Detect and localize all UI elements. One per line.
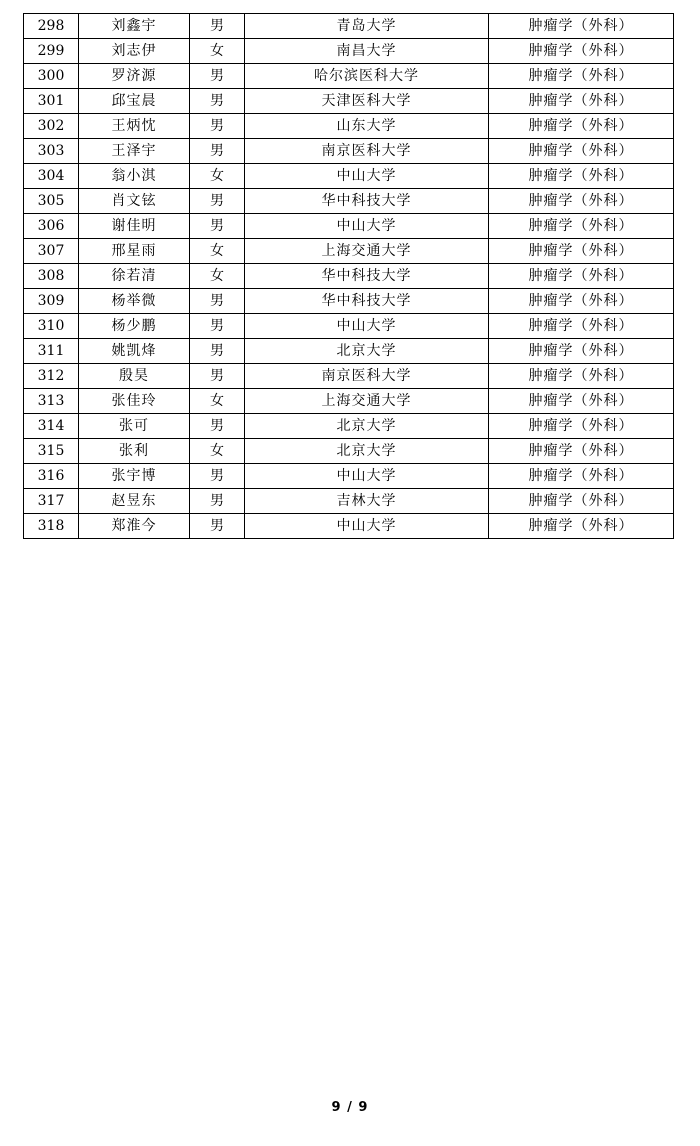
row-number: 301	[24, 89, 79, 114]
student-school: 北京大学	[245, 339, 489, 364]
student-name: 谢佳明	[79, 214, 190, 239]
row-number: 311	[24, 339, 79, 364]
student-gender: 女	[190, 264, 245, 289]
student-gender: 男	[190, 189, 245, 214]
student-major: 肿瘤学（外科）	[489, 164, 674, 189]
student-name: 杨少鹏	[79, 314, 190, 339]
student-name: 杨举微	[79, 289, 190, 314]
student-gender: 男	[190, 214, 245, 239]
student-school: 中山大学	[245, 464, 489, 489]
student-name: 邢星雨	[79, 239, 190, 264]
student-major: 肿瘤学（外科）	[489, 114, 674, 139]
student-name: 张利	[79, 439, 190, 464]
student-school: 南京医科大学	[245, 364, 489, 389]
student-gender: 女	[190, 389, 245, 414]
row-number: 317	[24, 489, 79, 514]
row-number: 305	[24, 189, 79, 214]
student-name: 赵昱东	[79, 489, 190, 514]
table-row	[24, 164, 674, 189]
student-major: 肿瘤学（外科）	[489, 139, 674, 164]
student-major: 肿瘤学（外科）	[489, 89, 674, 114]
student-school: 南昌大学	[245, 39, 489, 64]
page-number: 9 / 9	[331, 1100, 369, 1115]
table-row	[24, 439, 674, 464]
table-row	[24, 14, 674, 39]
student-school: 上海交通大学	[245, 389, 489, 414]
row-number: 308	[24, 264, 79, 289]
table-row	[24, 489, 674, 514]
student-gender: 男	[190, 64, 245, 89]
student-major: 肿瘤学（外科）	[489, 64, 674, 89]
student-major: 肿瘤学（外科）	[489, 514, 674, 539]
table-row	[24, 64, 674, 89]
table-row	[24, 514, 674, 539]
student-gender: 男	[190, 14, 245, 39]
student-gender: 女	[190, 39, 245, 64]
student-name: 张宇博	[79, 464, 190, 489]
student-school: 山东大学	[245, 114, 489, 139]
row-number: 315	[24, 439, 79, 464]
student-school: 华中科技大学	[245, 264, 489, 289]
student-major: 肿瘤学（外科）	[489, 239, 674, 264]
student-school: 上海交通大学	[245, 239, 489, 264]
student-name: 徐若清	[79, 264, 190, 289]
row-number: 302	[24, 114, 79, 139]
student-gender: 男	[190, 339, 245, 364]
student-name: 张可	[79, 414, 190, 439]
row-number: 307	[24, 239, 79, 264]
student-name: 王炳忱	[79, 114, 190, 139]
student-gender: 男	[190, 414, 245, 439]
table-row	[24, 414, 674, 439]
student-gender: 女	[190, 239, 245, 264]
student-major: 肿瘤学（外科）	[489, 264, 674, 289]
student-school: 天津医科大学	[245, 89, 489, 114]
student-school: 北京大学	[245, 414, 489, 439]
student-name: 王泽宇	[79, 139, 190, 164]
student-major: 肿瘤学（外科）	[489, 464, 674, 489]
student-school: 吉林大学	[245, 489, 489, 514]
table-row	[24, 239, 674, 264]
table-row	[24, 89, 674, 114]
student-major: 肿瘤学（外科）	[489, 414, 674, 439]
row-number: 310	[24, 314, 79, 339]
student-major: 肿瘤学（外科）	[489, 214, 674, 239]
student-name: 张佳玲	[79, 389, 190, 414]
student-gender: 男	[190, 89, 245, 114]
table-row	[24, 39, 674, 64]
student-school: 华中科技大学	[245, 189, 489, 214]
student-gender: 男	[190, 364, 245, 389]
student-major: 肿瘤学（外科）	[489, 389, 674, 414]
student-major: 肿瘤学（外科）	[489, 14, 674, 39]
student-school: 中山大学	[245, 164, 489, 189]
student-major: 肿瘤学（外科）	[489, 489, 674, 514]
student-roster-table	[23, 13, 674, 539]
table-row	[24, 464, 674, 489]
student-gender: 女	[190, 164, 245, 189]
table-row	[24, 364, 674, 389]
student-school: 中山大学	[245, 514, 489, 539]
student-school: 南京医科大学	[245, 139, 489, 164]
student-major: 肿瘤学（外科）	[489, 364, 674, 389]
student-major: 肿瘤学（外科）	[489, 39, 674, 64]
row-number: 318	[24, 514, 79, 539]
student-major: 肿瘤学（外科）	[489, 314, 674, 339]
table-row	[24, 289, 674, 314]
student-gender: 男	[190, 514, 245, 539]
student-name: 刘志伊	[79, 39, 190, 64]
row-number: 306	[24, 214, 79, 239]
row-number: 304	[24, 164, 79, 189]
student-school: 青岛大学	[245, 14, 489, 39]
student-name: 邱宝晨	[79, 89, 190, 114]
table-row	[24, 189, 674, 214]
student-gender: 男	[190, 464, 245, 489]
table-row	[24, 139, 674, 164]
student-name: 翁小淇	[79, 164, 190, 189]
student-gender: 男	[190, 114, 245, 139]
student-school: 哈尔滨医科大学	[245, 64, 489, 89]
student-school: 北京大学	[245, 439, 489, 464]
student-gender: 男	[190, 489, 245, 514]
roster-body	[24, 14, 674, 539]
row-number: 313	[24, 389, 79, 414]
table-row	[24, 214, 674, 239]
student-school: 中山大学	[245, 214, 489, 239]
row-number: 314	[24, 414, 79, 439]
table-row	[24, 314, 674, 339]
student-major: 肿瘤学（外科）	[489, 339, 674, 364]
student-gender: 男	[190, 314, 245, 339]
student-gender: 女	[190, 439, 245, 464]
student-major: 肿瘤学（外科）	[489, 439, 674, 464]
student-major: 肿瘤学（外科）	[489, 289, 674, 314]
student-name: 罗济源	[79, 64, 190, 89]
row-number: 312	[24, 364, 79, 389]
row-number: 298	[24, 14, 79, 39]
table-row	[24, 114, 674, 139]
row-number: 303	[24, 139, 79, 164]
table-row	[24, 389, 674, 414]
table-row	[24, 339, 674, 364]
table-row	[24, 264, 674, 289]
student-name: 殷昊	[79, 364, 190, 389]
student-school: 华中科技大学	[245, 289, 489, 314]
row-number: 309	[24, 289, 79, 314]
student-gender: 男	[190, 289, 245, 314]
student-school: 中山大学	[245, 314, 489, 339]
row-number: 300	[24, 64, 79, 89]
student-gender: 男	[190, 139, 245, 164]
student-name: 郑淮今	[79, 514, 190, 539]
student-name: 肖文铉	[79, 189, 190, 214]
row-number: 299	[24, 39, 79, 64]
student-name: 刘鑫宇	[79, 14, 190, 39]
student-major: 肿瘤学（外科）	[489, 189, 674, 214]
student-name: 姚凯烽	[79, 339, 190, 364]
row-number: 316	[24, 464, 79, 489]
